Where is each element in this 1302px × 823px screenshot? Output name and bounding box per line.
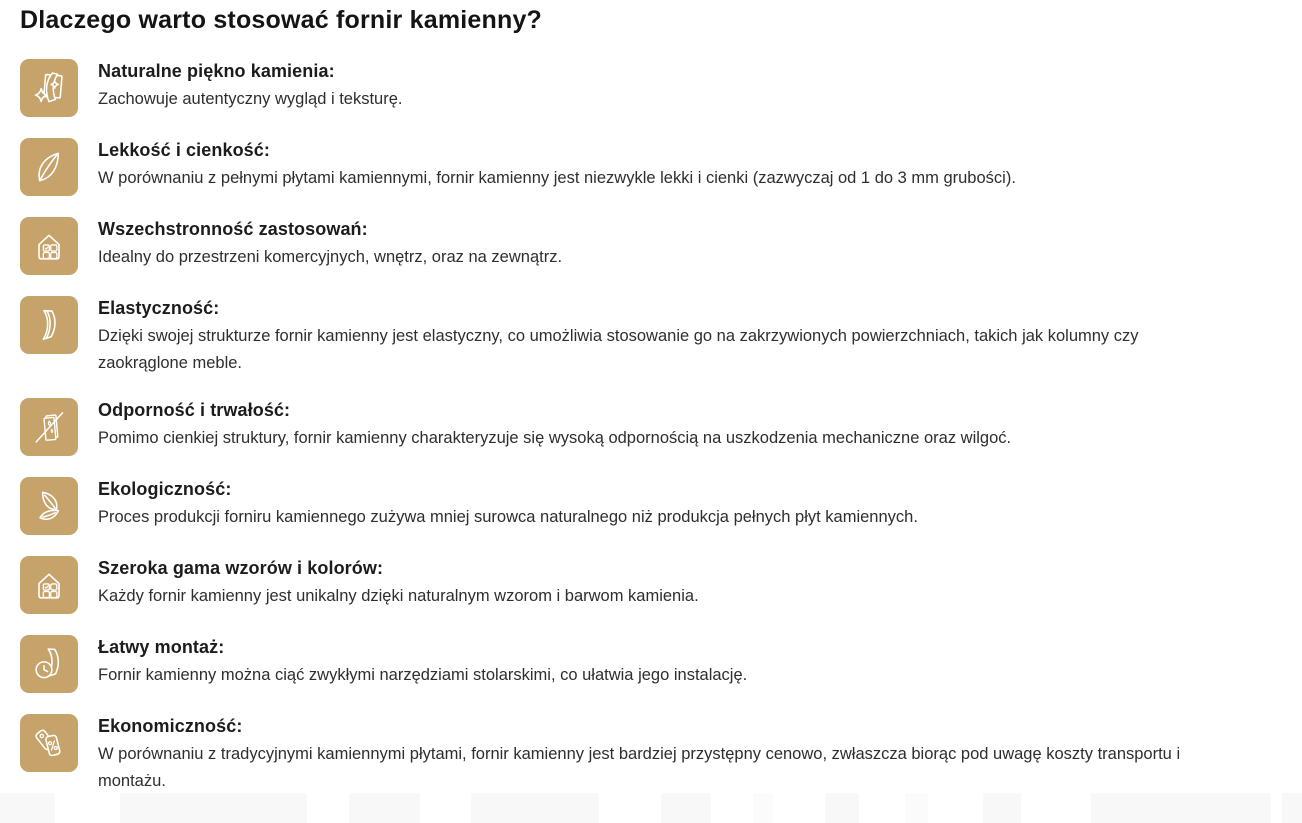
- benefit-row: [20, 217, 1282, 275]
- benefit-description: Idealny do przestrzeni komercyjnych, wnętrz, oraz na zewnątrz.: [98, 248, 563, 266]
- benefit-text: [98, 635, 747, 689]
- benefit-row: [20, 556, 1282, 614]
- benefit-text: [98, 398, 1011, 452]
- benefit-heading: Naturalne piękno kamienia:: [98, 61, 335, 81]
- benefit-heading: Ekologiczność:: [98, 479, 232, 499]
- benefit-icon-tile: [20, 217, 78, 275]
- benefit-text: [98, 59, 403, 113]
- benefit-heading: Ekonomiczność:: [98, 716, 243, 736]
- benefit-row: [20, 59, 1282, 117]
- benefit-text: [98, 477, 918, 531]
- house-modules-icon: [29, 226, 69, 266]
- benefit-row: [20, 398, 1282, 456]
- benefit-description: Dzięki swojej strukturze fornir kamienny jest elastyczny, co umożliwia stosowanie go na zakrzywionych powierzchniach, takich jak kolumny czy zaokrąglone meble.: [98, 327, 1139, 372]
- image-placeholder: [1282, 793, 1302, 823]
- image-placeholder: [905, 793, 928, 823]
- clock-sheet-icon: [29, 644, 69, 684]
- image-placeholder: [349, 793, 420, 823]
- benefit-description: W porównaniu z pełnymi płytami kamiennymi, fornir kamienny jest niezwykle lekki i cienki (zazwyczaj od 1 do 3 mm grubości).: [98, 169, 1016, 187]
- benefit-heading: Wszechstronność zastosowań:: [98, 219, 368, 239]
- image-placeholder: [471, 793, 599, 823]
- benefit-row: [20, 635, 1282, 693]
- benefit-text: [98, 714, 1198, 795]
- benefit-description: Fornir kamienny można ciąć zwykłymi narzędziami stolarskimi, co ułatwia jego instalację.: [98, 666, 748, 684]
- benefit-icon-tile: [20, 398, 78, 456]
- image-placeholder: [120, 793, 307, 823]
- image-placeholder: [0, 793, 55, 823]
- benefit-description: Zachowuje autentyczny wygląd i teksturę.: [98, 90, 403, 108]
- sparkling-sheet-icon: [29, 68, 69, 108]
- image-placeholder: [1091, 793, 1271, 823]
- benefit-heading: Szeroka gama wzorów i kolorów:: [98, 558, 384, 578]
- moisture-resistant-panel-icon: [29, 407, 69, 447]
- benefit-description: Każdy fornir kamienny jest unikalny dzięki naturalnym wzorom i barwom kamienia.: [98, 587, 699, 605]
- benefit-heading: Odporność i trwałość:: [98, 400, 291, 420]
- benefit-icon-tile: [20, 635, 78, 693]
- benefit-icon-tile: [20, 556, 78, 614]
- benefit-icon-tile: [20, 477, 78, 535]
- image-placeholder: [825, 793, 859, 823]
- benefit-heading: Lekkość i cienkość:: [98, 140, 270, 160]
- image-placeholder: [661, 793, 711, 823]
- benefit-icon-tile: [20, 714, 78, 772]
- discount-tags-icon: [29, 723, 69, 763]
- house-modules-icon: [29, 565, 69, 605]
- content-strip: [0, 793, 1302, 823]
- benefit-text: [98, 217, 562, 271]
- benefit-row: [20, 477, 1282, 535]
- benefit-icon-tile: [20, 296, 78, 354]
- eco-leaves-icon: [29, 486, 69, 526]
- page-title: Dlaczego warto stosować fornir kamienny?: [20, 6, 543, 34]
- image-placeholder: [983, 793, 1021, 823]
- benefit-row: [20, 296, 1282, 377]
- benefit-text: [98, 556, 699, 610]
- benefit-row: [20, 138, 1282, 196]
- benefit-icon-tile: [20, 138, 78, 196]
- benefit-text: [98, 296, 1198, 377]
- benefit-icon-tile: [20, 59, 78, 117]
- benefit-text: [98, 138, 1016, 192]
- benefit-description: Pomimo cienkiej struktury, fornir kamienny charakteryzuje się wysoką odpornością na uszkodzenia mechaniczne oraz wilgoć.: [98, 429, 1012, 447]
- benefit-heading: Łatwy montaż:: [98, 637, 225, 657]
- image-placeholder: [753, 793, 773, 823]
- feather-icon: [29, 147, 69, 187]
- bent-sheet-icon: [29, 305, 69, 345]
- benefit-description: W porównaniu z tradycyjnymi kamiennymi płytami, fornir kamienny jest bardziej przystępny cenowo, zwłaszcza biorąc pod uwagę koszty transportu i montażu.: [98, 745, 1181, 790]
- benefit-description: Proces produkcji forniru kamiennego zużywa mniej surowca naturalnego niż produkcja pełnych płyt kamiennych.: [98, 508, 918, 526]
- benefit-row: [20, 714, 1282, 795]
- benefit-heading: Elastyczność:: [98, 298, 220, 318]
